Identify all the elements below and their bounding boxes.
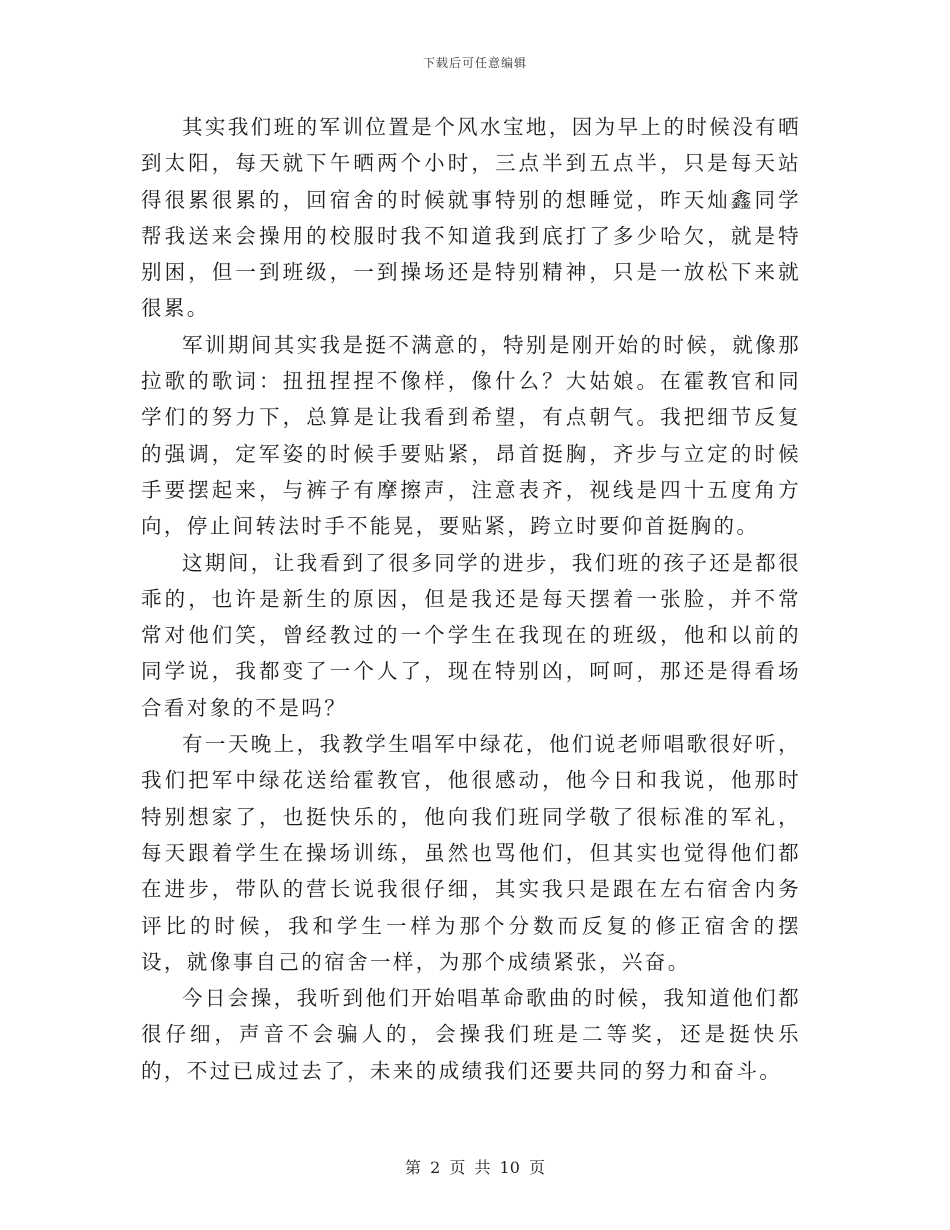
document-body — [141, 109, 801, 1089]
paragraph-1: 其实我们班的军训位置是个风水宝地，因为早上的时候没有晒到太阳，每天就下午晒两个小时，三点半到五点半，只是每天站得很累很累的，回宿舍的时候就事特别的想睡觉，昨天灿鑫同学帮我送来会操用的校服时我不知道我到底打了多少哈欠，就是特别困，但一到班级，一到操场还是特别精神，只是一放松下来就很累。 — [141, 115, 801, 321]
paragraph-5: 今日会操，我听到他们开始唱革命歌曲的时候，我知道他们都很仔细，声音不会骗人的，会操我们班是二等奖，还是挺快乐的，不过已成过去了，未来的成绩我们还要共同的努力和奋斗。 — [141, 986, 801, 1083]
page-number: 第 2 页 共 10 页 — [405, 1158, 545, 1177]
page-header: 下载后可任意编辑 — [422, 56, 527, 70]
paragraph-3: 这期间，让我看到了很多同学的进步，我们班的孩子还是都很乖的，也许是新生的原因，但是我还是每天摆着一张脸，并不常常对他们笑，曾经教过的一个学生在我现在的班级，他和以前的同学说，我都变了一个人了，现在特别凶，呵呵，那还是得看场合看对象的不是吗？ — [141, 550, 801, 720]
paragraph-2: 军训期间其实我是挺不满意的，特别是刚开始的时候，就像那拉歌的歌词：扭扭捏捏不像样，像什么？大姑娘。在霍教官和同学们的努力下，总算是让我看到希望，有点朝气。我把细节反复的强调，定军姿的时候手要贴紧，昂首挺胸，齐步与立定的时候手要摆起来，与裤子有摩擦声，注意表齐，视线是四十五度角方向，停止间转法时手不能晃，要贴紧，跨立时要仰首挺胸的。 — [141, 332, 801, 539]
paragraph-4: 有一天晚上，我教学生唱军中绿花，他们说老师唱歌很好听，我们把军中绿花送给霍教官，他很感动，他今日和我说，他那时特别想家了，也挺快乐的，他向我们班同学敬了很标准的军礼，每天跟着学生在操场训练，虽然也骂他们，但其实也觉得他们都在进步，带队的营长说我很仔细，其实我只是跟在左右宿舍内务评比的时候，我和学生一样为那个分数而反复的修正宿舍的摆设，就像事自己的宿舍一样，为那个成绩紧张，兴奋。 — [141, 732, 801, 974]
